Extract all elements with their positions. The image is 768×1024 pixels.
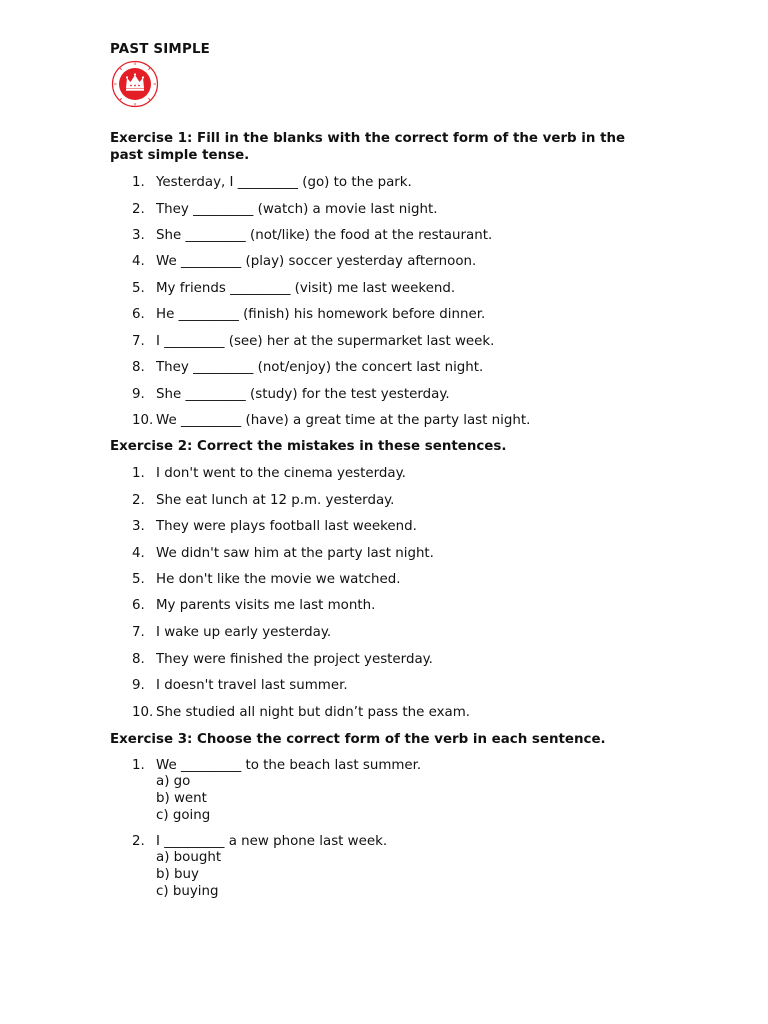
exercise-2-heading: Exercise 2: Correct the mistakes in these sentences. bbox=[110, 439, 507, 454]
option-c: c) going bbox=[156, 807, 211, 823]
item-text: She _________ (not/like) the food at the restaurant. bbox=[156, 228, 493, 243]
item-number: 2. bbox=[132, 493, 145, 508]
item-number: 4. bbox=[132, 546, 145, 561]
item-text: She studied all night but didn’t pass the exam. bbox=[156, 705, 471, 720]
item-number: 9. bbox=[132, 678, 145, 693]
item-text: I _________ (see) her at the supermarket last week. bbox=[156, 334, 495, 349]
exercise-1-heading bbox=[110, 130, 670, 164]
royal-english-college-logo-icon bbox=[110, 59, 160, 109]
item-text: My friends _________ (visit) me last weekend. bbox=[156, 281, 456, 296]
item-text: We _________ (play) soccer yesterday afternoon. bbox=[156, 254, 477, 269]
item-number: 5. bbox=[132, 572, 145, 587]
item-number: 6. bbox=[132, 307, 145, 322]
item-text: He don't like the movie we watched. bbox=[156, 572, 401, 587]
option-a: a) bought bbox=[156, 850, 222, 865]
question-number: 1. bbox=[132, 758, 145, 773]
option-b: b) buy bbox=[156, 866, 199, 882]
item-number: 6. bbox=[132, 598, 145, 613]
item-text: I doesn't travel last summer. bbox=[156, 678, 348, 693]
item-text: They were plays football last weekend. bbox=[156, 519, 417, 534]
item-text: I don't went to the cinema yesterday. bbox=[156, 466, 406, 481]
option-b: b) went bbox=[156, 790, 207, 806]
exercise-1-heading-line-2: past simple tense. bbox=[110, 148, 250, 163]
item-text: They were finished the project yesterday. bbox=[156, 652, 433, 667]
item-number: 2. bbox=[132, 202, 145, 217]
item-number: 3. bbox=[132, 228, 145, 243]
exercise-1-heading-line-1: Exercise 1: Fill in the blanks with the correct form of the verb in the bbox=[110, 131, 626, 146]
item-number: 4. bbox=[132, 254, 145, 269]
item-number: 10. bbox=[132, 705, 154, 720]
question-number: 2. bbox=[132, 834, 145, 849]
item-text: He _________ (finish) his homework before dinner. bbox=[156, 307, 486, 322]
item-number: 1. bbox=[132, 466, 145, 481]
item-number: 8. bbox=[132, 652, 145, 667]
item-number: 7. bbox=[132, 334, 145, 349]
item-number: 5. bbox=[132, 281, 145, 296]
item-number: 7. bbox=[132, 625, 145, 640]
question-options bbox=[156, 850, 221, 900]
option-c: c) buying bbox=[156, 883, 219, 899]
question-options bbox=[156, 774, 210, 824]
question-text: We _________ to the beach last summer. bbox=[156, 758, 422, 773]
item-text: We _________ (have) a great time at the party last night. bbox=[156, 413, 531, 428]
item-text: They _________ (watch) a movie last night. bbox=[156, 202, 438, 217]
item-number: 10. bbox=[132, 413, 154, 428]
item-text: My parents visits me last month. bbox=[156, 598, 376, 613]
item-number: 1. bbox=[132, 175, 145, 190]
item-number: 3. bbox=[132, 519, 145, 534]
item-text: Yesterday, I _________ (go) to the park. bbox=[156, 175, 412, 190]
item-number: 9. bbox=[132, 387, 145, 402]
item-text: They _________ (not/enjoy) the concert last night. bbox=[156, 360, 484, 375]
item-text: She _________ (study) for the test yesterday. bbox=[156, 387, 450, 402]
item-text: We didn't saw him at the party last night. bbox=[156, 546, 434, 561]
item-text: I wake up early yesterday. bbox=[156, 625, 332, 640]
item-number: 8. bbox=[132, 360, 145, 375]
item-text: She eat lunch at 12 p.m. yesterday. bbox=[156, 493, 395, 508]
exercise-3-heading: Exercise 3: Choose the correct form of the verb in each sentence. bbox=[110, 732, 606, 747]
option-a: a) go bbox=[156, 774, 191, 789]
question-text: I _________ a new phone last week. bbox=[156, 834, 388, 849]
document-title: PAST SIMPLE bbox=[110, 42, 211, 57]
